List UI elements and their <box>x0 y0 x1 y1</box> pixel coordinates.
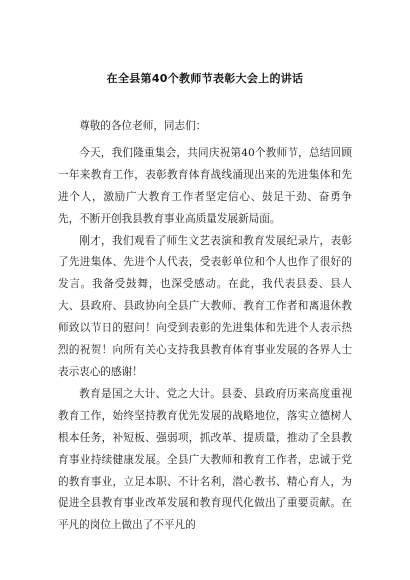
paragraph-1: 今天，我们隆重集会，共同庆祝第40个教师节，总结回顾一年来教育工作，表彰教育体育战线涌现出来的先进集体和先进个人，激励广大教育工作者坚定信心、鼓足干劲、奋勇争先，不断开创我县教育事业高质量发展新局面。 <box>58 146 352 225</box>
salutation: 尊敬的各位老师，同志们： <box>79 120 207 132</box>
paragraph-3: 教育是国之大计、党之大计。县委、县政府历来高度重视教育工作，始终坚持教育优先发展的战略地位，落实立德树人根本任务，补短板、强弱项，抓改革、提质量，推动了全县教育事业持续健康发展。全县广大教师和教育工作者，忠诚于党的教育事业，立足本职、不计名利，潜心教书、精心育人，为促进全县教育事业改革发展和教育现代化做出了重要贡献。在平凡的岗位上做出了不平凡的 <box>58 387 352 532</box>
document-body <box>58 116 352 537</box>
document-title: 在全县第40个教师节表彰大会上的讲话 <box>106 72 304 85</box>
paragraph-2: 刚才，我们观看了师生文艺表演和教育发展纪录片，表彰了先进集体、先进个人代表，受表彰单位和个人也作了很好的发言。我备受鼓舞，也深受感动。在此，我代表县委、县人大、县政府、县政协向全县广大教师、教育工作者和离退休教师致以节日的慰问！向受到表彰的先进集体和先进个人表示热烈的祝贺！向所有关心支持我县教育体育事业发展的各界人士表示衷心的感谢！ <box>58 234 352 378</box>
